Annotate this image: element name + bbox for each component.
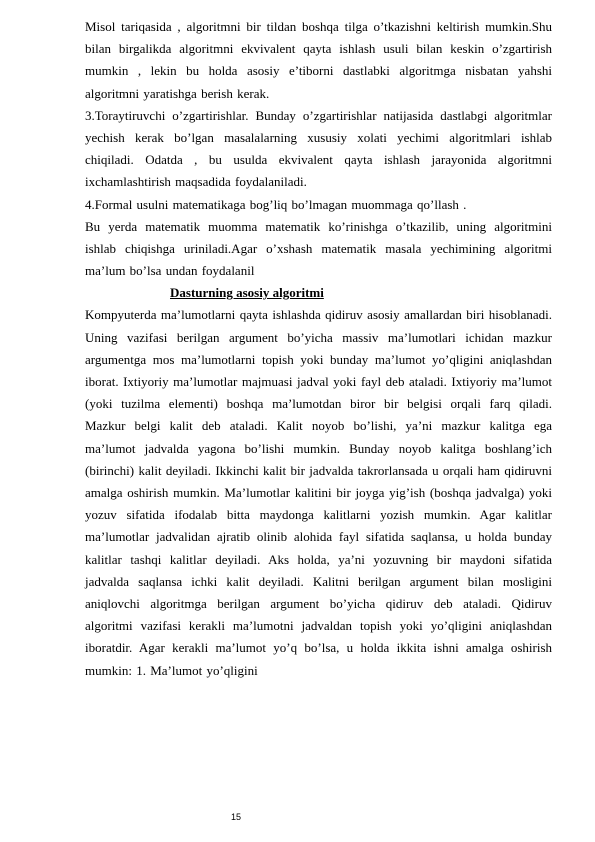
paragraph-search-description: Kompyuterda ma’lumotlarni qayta ishlashda qidiruv asosiy amallardan biri hisoblanadi. Uning vazifasi berilgan argument bo’yicha massiv ma’lumotlari ichidan mazkur argumentga mos ma’lumotlarni topish yoki bunday ma’lumot yo’qligini aniqlashdan iborat. Ixtiyoriy ma’lumotlar majmuasi jadval yoki fayl deb ataladi. Ixtiyoriy ma’lumot (yoki tuzilma elementi) boshqa ma’lumotdan biror bir belgisi orqali farq qiladi. Mazkur belgi kalit deb ataladi. Kalit noyob bo’lishi, ya’ni mazkur kalitga ega ma’lumot jadvalda yagona bo’lishi mumkin. Bunday noyob kalitga boshlang’ich (birinchi) kalit deyiladi. Ikkinchi kalit bir jadvalda takrorlansada u orqali ham qidiruvni amalga oshirish mumkin. Ma’lumotlar kalitini bir joyga yig’ish (boshqa jadvalga) yoki yozuv sifatida ifodalab bitta maydonga kalitlarni yozish mumkin. Agar kalitlar ma’lumotlar jadvalidan ajratib olinib alohida fayl sifatida saqlansa, u holda bunday kalitlar tashqi kalitlar deyiladi. Aks holda, ya’ni yozuvning bir maydoni sifatida jadvalda saqlansa ichki kalit deyiladi. Kalitni berilgan argument bilan mosligini aniqlovchi algoritmga berilgan argument bo’yicha qidiruv deb ataladi. Qidiruv algoritmi vazifasi kerakli ma’lumotni jadvaldan topish yoki yo’qligini aniqlashdan iboratdir. Agar kerakli ma’lumot yo’q bo’lsa, u holda ikkita ishni amalga oshirish mumkin: 1. Ma’lumot yo’qligini <box>85 307 552 678</box>
paragraph-algorithm-translation: Misol tariqasida , algoritmni bir tildan boshqa tilga o’tkazishni keltirish mumkin.Shu bilan birgalikda algoritmni ekvivalent qayta ishlash usuli bilan keskin o’zgartirish mumkin , lekin bu holda asosiy e’tiborni dastlabki algoritmga nisbatan yahshi algoritmni yaratishga berish kerak. <box>85 19 552 101</box>
page-number: 15 <box>231 812 242 822</box>
section-heading: Dasturning asosiy algoritmi <box>170 285 324 301</box>
paragraph-formal-method: 4.Formal usulni matematikaga bog’liq bo’lmagan muommaga qo’llash . <box>85 196 467 212</box>
paragraph-mathematical-problem: Bu yerda matematik muomma matematik ko’rinishga o’tkazilib, uning algoritmini ishlab chiqishga uriniladi.Agar o’xshash matematik masala yechimining algoritmi ma’lum bo’lsa undan foydalanil <box>85 218 552 279</box>
document-page <box>85 16 552 682</box>
paragraph-narrowing-transformations: 3.Toraytiruvchi o’zgartirishlar. Bunday o’zgartirishlar natijasida dastlabgi algoritmlar yechish kerak bo’lgan masalalarning xususiy xolati yechimi algoritmlari ishlab chiqiladi. Odatda , bu usulda ekvivalent qayta ishlash jarayonida algoritmni ixchamlashtirish maqsadida foydalaniladi. <box>85 107 552 190</box>
